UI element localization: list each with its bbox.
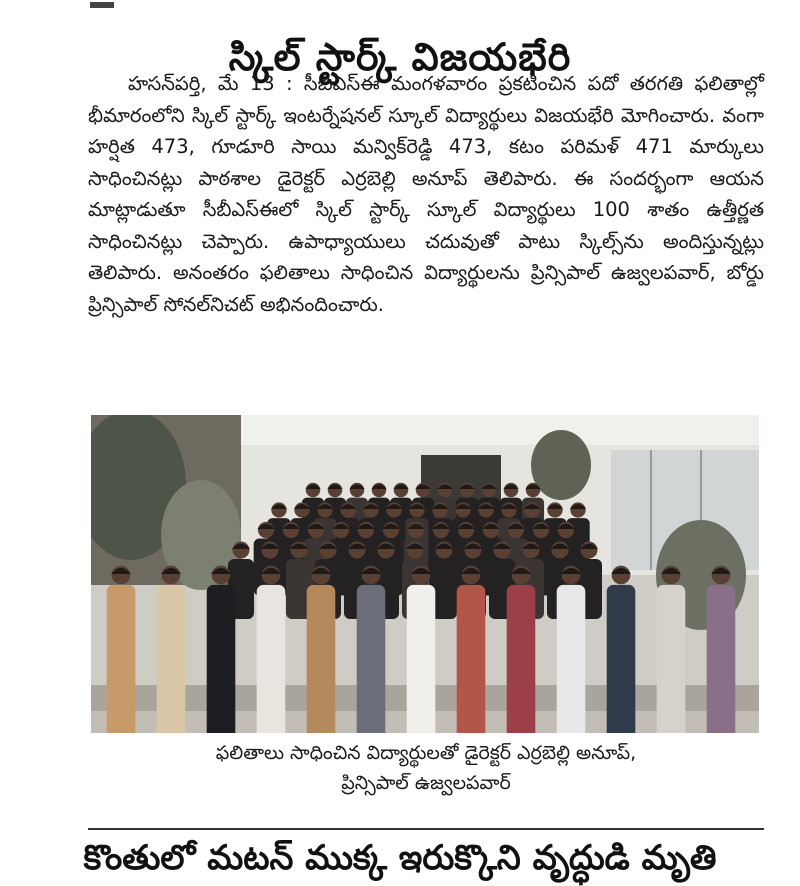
- person-figure: [707, 566, 736, 733]
- person-figure: [657, 566, 686, 733]
- person-figure: [107, 566, 136, 733]
- caption-line-2: ప్రిన్సిపాల్ ఉజ్వలపవార్: [341, 772, 511, 794]
- person-figure: [257, 566, 286, 733]
- person-figure: [557, 566, 586, 733]
- article-body: హసన్‌పర్తి, మే 13 : సీబీఎస్ఈ మంగళవారం ప్రకటించిన పదో తరగతి ఫలితాల్లో భీమారంలోని స్కిల్ స్టార్క్ ఇంటర్నేషనల్ స్కూల్ విద్యార్థులు విజయభేరి మోగించారు. వంగా హర్షిత 473, గూడూరి సాయి మన్విక్‌రెడ్డి 473, కటం పరిమళ్ 471 మార్కులు సాధించినట్లు పాఠశాల డైరెక్టర్ ఎర్రబెల్లి అనూప్ తెలిపారు. ఈ సందర్భంగా ఆయన మాట్లాడుతూ సీబీఎస్ఈలో స్కిల్ స్టార్క్ స్కూల్ విద్యార్థులు 100 శాతం ఉత్తీర్ణత సాధించినట్లు చెప్పారు. ఉపాధ్యాయులు చదువుతో పాటు స్కిల్స్‌ను అందిస్తున్నట్లు తెలిపారు. అనంతరం ఫలితాలు సాధించిన విద్యార్థులను ప్రిన్సిపాల్ ఉజ్వలపవార్, బోర్డు ప్రిన్సిపాల్ సోనల్‌నిచట్ అభినందించారు.: [88, 72, 764, 316]
- next-article-headline: కొంతులో మటన్ ముక్క ఇరుక్కొని వృద్ధుడి మృతి: [83, 838, 717, 878]
- person-figure: [207, 566, 236, 733]
- group-photo: [91, 415, 759, 733]
- headline: స్కిల్ స్టార్క్ విజయభేరి: [228, 35, 572, 80]
- person-figure: [157, 566, 186, 733]
- article-divider: [88, 828, 764, 830]
- person-figure: [357, 566, 386, 733]
- person-figure: [407, 566, 436, 733]
- photo-caption: [88, 738, 764, 798]
- person-figure: [507, 566, 536, 733]
- person-figure: [607, 566, 636, 733]
- top-rule: [90, 2, 114, 8]
- person-figure: [457, 566, 486, 733]
- person-figure: [307, 566, 336, 733]
- caption-line-1: ఫలితాలు సాధించిన విద్యార్థులతో డైరెక్టర్ ఎర్రబెల్లి అనూప్,: [215, 742, 637, 764]
